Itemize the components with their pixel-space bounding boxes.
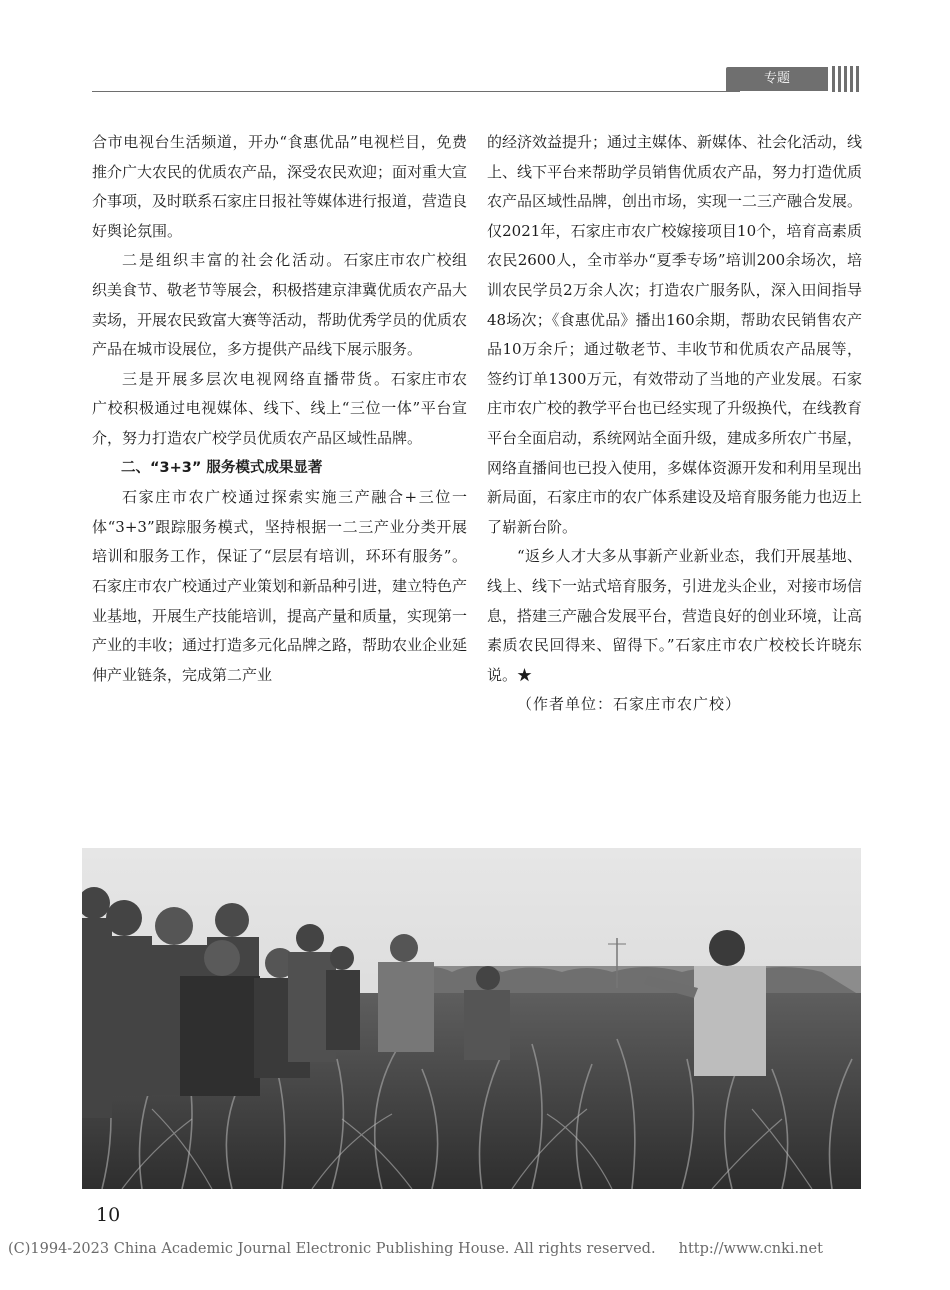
section-heading: 二、“3+3” 服务模式成果显著: [121, 459, 323, 476]
header-rule: [92, 91, 740, 92]
paragraph-continued: 合市电视台生活频道，开办“食惠优品”电视栏目，免费推介广大农民的优质农产品，深受农民欢迎；面对重大宣介事项，及时联系石家庄日报社等媒体进行报道，营造良好舆论氛围。: [92, 133, 468, 240]
paragraph-body: 石家庄市农广校积极通过电视媒体、线下、线上“三位一体”平台宣介，努力打造农广校学员优质农产品区域性品牌。: [92, 369, 467, 447]
paragraph-quote: [487, 542, 862, 690]
paragraph-live-streaming: [92, 365, 467, 454]
footer-url: http://www.cnki.net: [678, 1241, 823, 1257]
left-column: [92, 128, 467, 690]
page-number: 10: [96, 1204, 121, 1226]
field-training-photo: [82, 848, 861, 1189]
end-star-icon: ★: [517, 665, 533, 684]
author-affiliation: （作者单位：石家庄市农广校）: [517, 695, 742, 714]
copyright-footer: [8, 1241, 823, 1257]
paragraph-body: 石家庄市农广校组织美食节、敬老节等展会，积极搭建京津冀优质农产品大卖场，开展农民致富大赛等活动，帮助优秀学员的优质农产品在城市设展位，多方提供产品线下展示服务。: [92, 251, 468, 359]
paragraph-service-model: 石家庄市农广校通过探索实施三产融合+三位一体“3+3”跟踪服务模式，坚持根据一二三产业分类开展培训和服务工作，保证了“层层有培训，环环有服务”。石家庄市农广校通过产业策划和新品种引进，建立特色产业基地，开展生产技能培训，提高产量和质量，实现第一产业的丰收；通过打造多元化品牌之路，帮助农业企业延伸产业链条，完成第二产业: [92, 488, 468, 684]
right-column: [487, 128, 862, 720]
section-tag: 专题: [726, 67, 828, 91]
paragraph-lead: 三是开展多层次电视网络直播带货。: [122, 369, 391, 388]
paragraph-social-activities: [92, 246, 467, 364]
paragraph-continued: 的经济效益提升；通过主媒体、新媒体、社会化活动，线上、线下平台来帮助学员销售优质农产品，努力打造优质农产品区域性品牌，创出市场，实现一二三产融合发展。仅2021年，石家庄市农广校嫁接项目10个，培育高素质农民2600人，全市举办“夏季专场”培训200余场次，培训农民学员2万余人次；打造农广服务队，深入田间指导48场次；《食惠优品》播出160余期，帮助农民销售农产品10万余斤；通过敬老节、丰收节和优质农产品展等，签约订单1300万元，有效带动了当地的产业发展。石家庄市农广校的教学平台也已经实现了升级换代，在线教育平台全面启动，系统网站全面升级，建成多所农广书屋，网络直播间也已投入使用，多媒体资源开发和利用呈现出新局面，石家庄市的农广体系建设及培育服务能力也迈上了崭新台阶。: [487, 133, 863, 536]
quote-text: “返乡人才大多从事新产业新业态，我们开展基地、线上、线下一站式培育服务，引进龙头企业，对接市场信息，搭建三产融合发展平台，营造良好的创业环境，让高素质农民回得来、留得下。”石家庄市农广校校长许晓东说。: [487, 547, 863, 684]
paragraph-lead: 二是组织丰富的社会化活动。: [122, 251, 344, 270]
copyright-text: (C)1994-2023 China Academic Journal Electronic Publishing House. All rights reserved.: [8, 1241, 656, 1257]
